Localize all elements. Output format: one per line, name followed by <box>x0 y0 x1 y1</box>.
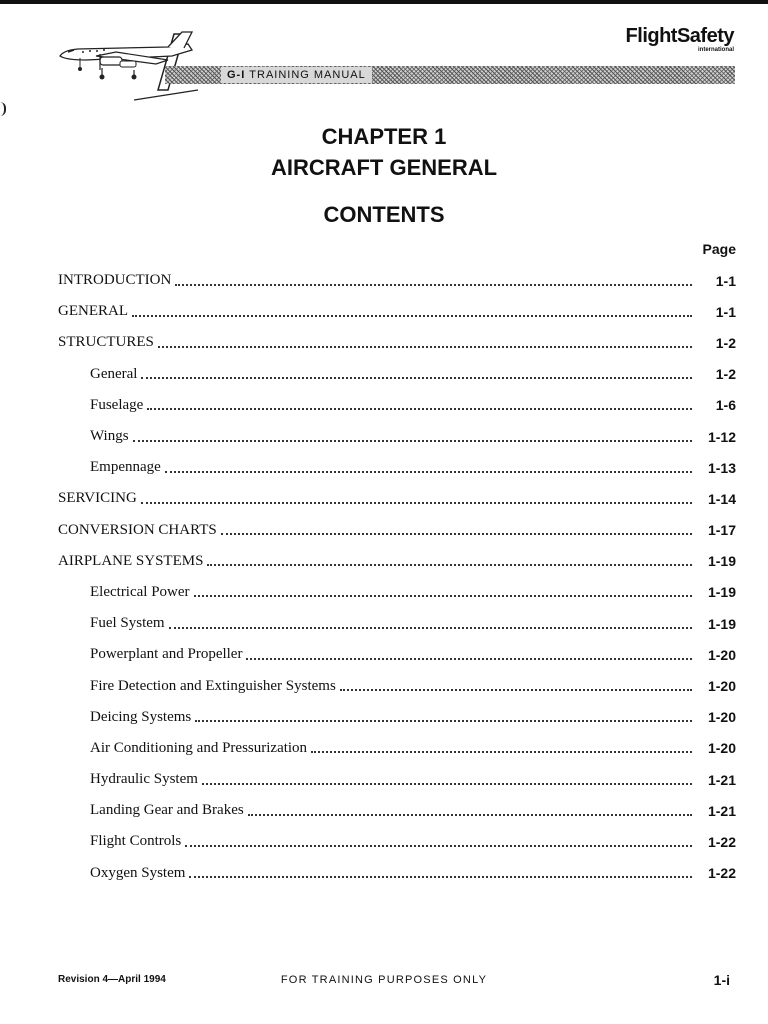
dot-leader <box>189 876 692 878</box>
toc-entry-page: 1-6 <box>715 397 736 414</box>
chapter-title: AIRCRAFT GENERAL <box>270 155 498 180</box>
dot-leader <box>202 783 692 785</box>
dot-leader <box>147 408 692 410</box>
top-border <box>0 0 768 4</box>
toc-entry-page: 1-22 <box>707 865 736 882</box>
toc-entry-label: CONVERSION CHARTS <box>58 521 217 538</box>
toc-entry-label: Fuel System <box>90 615 165 632</box>
toc-entry[interactable] <box>58 452 736 483</box>
toc-entry-label: Landing Gear and Brakes <box>90 802 244 819</box>
dot-leader <box>194 595 692 597</box>
footer-notice: FOR TRAINING PURPOSES ONLY <box>280 974 488 986</box>
toc-entry[interactable] <box>58 515 736 546</box>
page-column-header: Page <box>702 241 736 257</box>
dot-leader <box>133 440 692 442</box>
toc-entry-label: SERVICING <box>58 490 137 507</box>
dot-leader <box>248 814 692 816</box>
dot-leader <box>169 627 692 629</box>
chapter-number: CHAPTER 1 <box>321 124 447 149</box>
toc-entry-page: 1-20 <box>707 678 736 695</box>
toc-entry-label: General <box>90 365 138 382</box>
dot-leader <box>207 564 692 566</box>
toc-entry[interactable] <box>58 639 736 670</box>
contents-heading: CONTENTS <box>323 202 445 227</box>
toc-entry[interactable] <box>58 764 736 795</box>
toc-entry-page: 1-1 <box>715 303 736 320</box>
dot-leader <box>141 377 692 379</box>
revision-date: Revision 4—April 1994 <box>58 974 166 985</box>
table-of-contents <box>58 265 736 889</box>
toc-entry[interactable] <box>58 327 736 358</box>
toc-entry[interactable] <box>58 577 736 608</box>
dot-leader <box>158 346 692 348</box>
toc-entry-page: 1-14 <box>707 490 736 507</box>
toc-entry-page: 1-19 <box>707 584 736 601</box>
toc-entry-page: 1-21 <box>707 802 736 819</box>
dot-leader <box>221 533 692 535</box>
toc-entry-label: Fire Detection and Extinguisher Systems <box>90 677 336 694</box>
toc-entry[interactable] <box>58 608 736 639</box>
dot-leader <box>185 845 692 847</box>
brand-subtitle: international <box>697 47 734 53</box>
toc-entry-label: Deicing Systems <box>90 708 192 725</box>
manual-title <box>221 67 372 83</box>
toc-entry-page: 1-21 <box>707 771 736 788</box>
toc-entry-page: 1-1 <box>715 272 736 289</box>
toc-entry-page: 1-13 <box>707 459 736 476</box>
toc-entry[interactable] <box>58 421 736 452</box>
toc-entry-label: GENERAL <box>58 303 128 320</box>
dot-leader <box>246 658 692 660</box>
toc-entry-label: Flight Controls <box>90 833 182 850</box>
toc-entry-page: 1-19 <box>707 553 736 570</box>
brand-logo <box>626 26 734 54</box>
toc-entry[interactable] <box>58 546 736 577</box>
dot-leader <box>165 471 692 473</box>
dot-leader <box>132 315 692 317</box>
toc-entry-page: 1-12 <box>707 428 736 445</box>
toc-entry-page: 1-20 <box>707 709 736 726</box>
toc-entry-label: STRUCTURES <box>58 334 154 351</box>
toc-entry[interactable] <box>58 702 736 733</box>
toc-entry-page: 1-19 <box>707 615 736 632</box>
toc-entry[interactable] <box>58 390 736 421</box>
brand-name: FlightSafety <box>625 25 734 47</box>
toc-entry[interactable] <box>58 733 736 764</box>
dot-leader <box>195 720 692 722</box>
toc-entry[interactable] <box>58 795 736 826</box>
toc-entry-label: Wings <box>90 428 129 445</box>
toc-entry-page: 1-22 <box>707 833 736 850</box>
toc-entry-label: INTRODUCTION <box>58 272 172 289</box>
toc-entry[interactable] <box>58 670 736 701</box>
manual-title-banner <box>165 66 735 84</box>
dot-leader <box>175 284 692 286</box>
toc-entry-page: 1-2 <box>715 334 736 351</box>
toc-entry-label: Oxygen System <box>90 864 186 881</box>
dot-leader <box>141 502 692 504</box>
toc-entry[interactable] <box>58 858 736 889</box>
toc-entry-page: 1-17 <box>707 522 736 539</box>
toc-entry-label: Powerplant and Propeller <box>90 646 243 663</box>
toc-entry-label: Fuselage <box>90 396 144 413</box>
dot-leader <box>340 689 692 691</box>
binding-mark <box>0 102 6 116</box>
toc-entry[interactable] <box>58 826 736 857</box>
toc-entry-label: AIRPLANE SYSTEMS <box>58 552 204 569</box>
toc-entry[interactable] <box>58 265 736 296</box>
toc-entry-page: 1-20 <box>707 740 736 757</box>
page-number: 1-i <box>713 972 730 988</box>
toc-entry-label: Air Conditioning and Pressurization <box>90 739 308 756</box>
manual-prefix: G-I <box>227 69 246 81</box>
dot-leader <box>311 751 692 753</box>
manual-title-text: TRAINING MANUAL <box>249 69 366 81</box>
toc-entry[interactable] <box>58 296 736 327</box>
toc-entry[interactable] <box>58 359 736 390</box>
toc-entry-label: Electrical Power <box>90 583 190 600</box>
toc-entry-label: Hydraulic System <box>90 771 198 788</box>
toc-entry-label: Empennage <box>90 459 161 476</box>
toc-entry-page: 1-20 <box>707 646 736 663</box>
toc-entry-page: 1-2 <box>715 366 736 383</box>
toc-entry[interactable] <box>58 483 736 514</box>
